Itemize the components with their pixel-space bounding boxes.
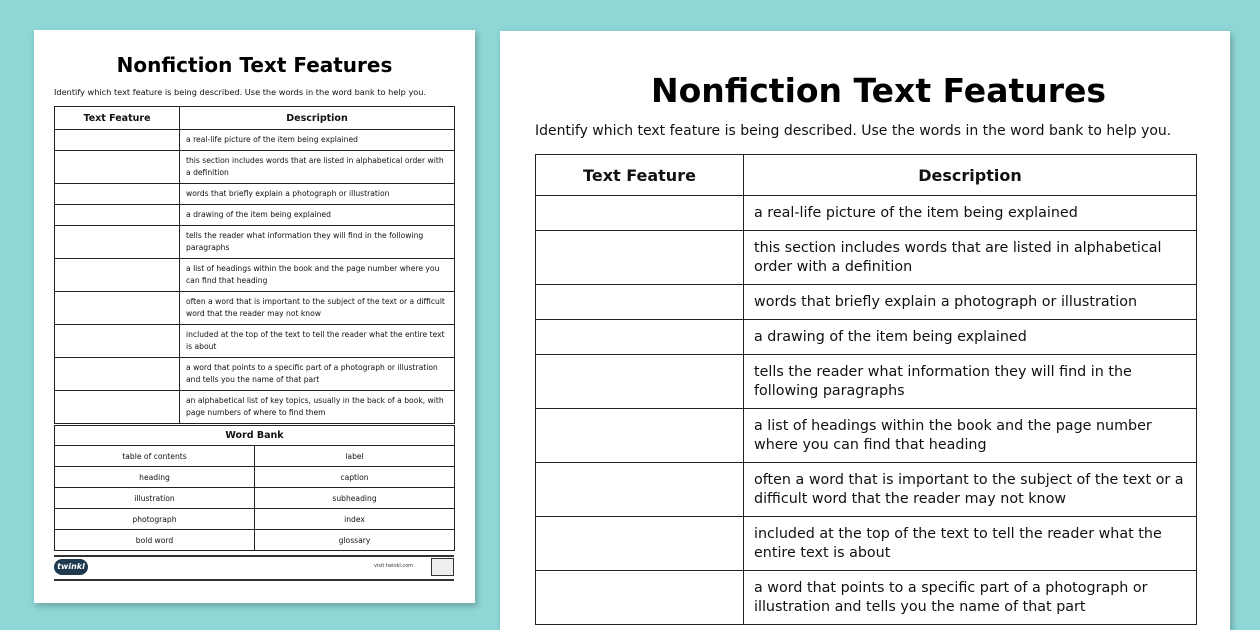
word-bank-item: photograph [55, 509, 255, 530]
word-bank-item: bold word [55, 530, 255, 551]
answer-cell[interactable] [55, 391, 180, 424]
answer-cell[interactable] [536, 571, 744, 625]
word-bank-item: subheading [255, 488, 455, 509]
word-bank-table [54, 425, 455, 551]
word-bank-row [55, 509, 455, 530]
column-header: Description [180, 107, 455, 130]
table-row [55, 151, 455, 184]
table-row [536, 320, 1197, 355]
answer-cell[interactable] [55, 358, 180, 391]
word-bank-item: label [255, 446, 455, 467]
answer-cell[interactable] [536, 409, 744, 463]
description-cell: often a word that is important to the subject of the text or a difficult word that the reader may not know [744, 463, 1197, 517]
description-cell: tells the reader what information they will find in the following paragraphs [744, 355, 1197, 409]
table-row [55, 184, 455, 205]
page-title: Nonfiction Text Features [116, 53, 393, 77]
footer-divider [54, 579, 454, 581]
table-row [55, 205, 455, 226]
feature-table [535, 154, 1197, 625]
answer-cell[interactable] [536, 196, 744, 231]
table-row [55, 292, 455, 325]
badge-icon [431, 558, 454, 576]
table-row [55, 130, 455, 151]
word-bank-title: Word Bank [55, 426, 455, 446]
answer-cell[interactable] [55, 184, 180, 205]
description-cell: a word that points to a specific part of a photograph or illustration and tells you the name of that part [180, 358, 455, 391]
column-header: Text Feature [55, 107, 180, 130]
description-cell: words that briefly explain a photograph or illustration [180, 184, 455, 205]
answer-cell[interactable] [536, 285, 744, 320]
answer-cell[interactable] [536, 355, 744, 409]
word-bank-item: index [255, 509, 455, 530]
description-cell: a real-life picture of the item being explained [744, 196, 1197, 231]
table-row [55, 391, 455, 424]
table-row [536, 517, 1197, 571]
answer-cell[interactable] [55, 205, 180, 226]
description-cell: this section includes words that are listed in alphabetical order with a definition [180, 151, 455, 184]
word-bank-item: illustration [55, 488, 255, 509]
feature-table [54, 106, 455, 424]
column-header: Text Feature [536, 155, 744, 196]
description-cell: a list of headings within the book and the page number where you can find that heading [180, 259, 455, 292]
table-row [536, 196, 1197, 231]
table-row [55, 226, 455, 259]
answer-cell[interactable] [55, 130, 180, 151]
description-cell: a list of headings within the book and the page number where you can find that heading [744, 409, 1197, 463]
answer-cell[interactable] [55, 226, 180, 259]
answer-cell[interactable] [536, 320, 744, 355]
footer-divider [54, 555, 454, 557]
answer-cell[interactable] [536, 517, 744, 571]
table-row [55, 259, 455, 292]
table-row [536, 409, 1197, 463]
description-cell: this section includes words that are listed in alphabetical order with a definition [744, 231, 1197, 285]
description-cell: a word that points to a specific part of a photograph or illustration and tells you the name of that part [744, 571, 1197, 625]
word-bank-row [55, 488, 455, 509]
word-bank-item: glossary [255, 530, 455, 551]
word-bank-row [55, 467, 455, 488]
table-row [536, 231, 1197, 285]
instructions: Identify which text feature is being described. Use the words in the word bank to help you. [535, 123, 1172, 139]
description-cell: often a word that is important to the subject of the text or a difficult word that the reader may not know [180, 292, 455, 325]
table-row [536, 285, 1197, 320]
column-header: Description [744, 155, 1197, 196]
table-row [536, 571, 1197, 625]
answer-cell[interactable] [55, 292, 180, 325]
answer-cell[interactable] [55, 325, 180, 358]
page-title: Nonfiction Text Features [651, 71, 1107, 110]
twinkl-logo: twinkl [54, 559, 88, 575]
description-cell: an alphabetical list of key topics, usually in the back of a book, with page numbers of where to find them [180, 391, 455, 424]
worksheet-preview-small [34, 30, 475, 603]
description-cell: a drawing of the item being explained [744, 320, 1197, 355]
word-bank-row [55, 530, 455, 551]
answer-cell[interactable] [536, 463, 744, 517]
description-cell: a real-life picture of the item being explained [180, 130, 455, 151]
description-cell: included at the top of the text to tell the reader what the entire text is about [180, 325, 455, 358]
description-cell: included at the top of the text to tell the reader what the entire text is about [744, 517, 1197, 571]
table-row [55, 358, 455, 391]
answer-cell[interactable] [55, 259, 180, 292]
answer-cell[interactable] [55, 151, 180, 184]
word-bank-row [55, 446, 455, 467]
description-cell: tells the reader what information they will find in the following paragraphs [180, 226, 455, 259]
table-row [55, 325, 455, 358]
footer-site: visit twinkl.com [374, 563, 414, 569]
word-bank-item: caption [255, 467, 455, 488]
instructions: Identify which text feature is being described. Use the words in the word bank to help you. [54, 87, 427, 97]
worksheet-preview-large [500, 31, 1230, 630]
description-cell: words that briefly explain a photograph or illustration [744, 285, 1197, 320]
description-cell: a drawing of the item being explained [180, 205, 455, 226]
word-bank-item: table of contents [55, 446, 255, 467]
table-row [536, 463, 1197, 517]
table-row [536, 355, 1197, 409]
answer-cell[interactable] [536, 231, 744, 285]
word-bank-item: heading [55, 467, 255, 488]
